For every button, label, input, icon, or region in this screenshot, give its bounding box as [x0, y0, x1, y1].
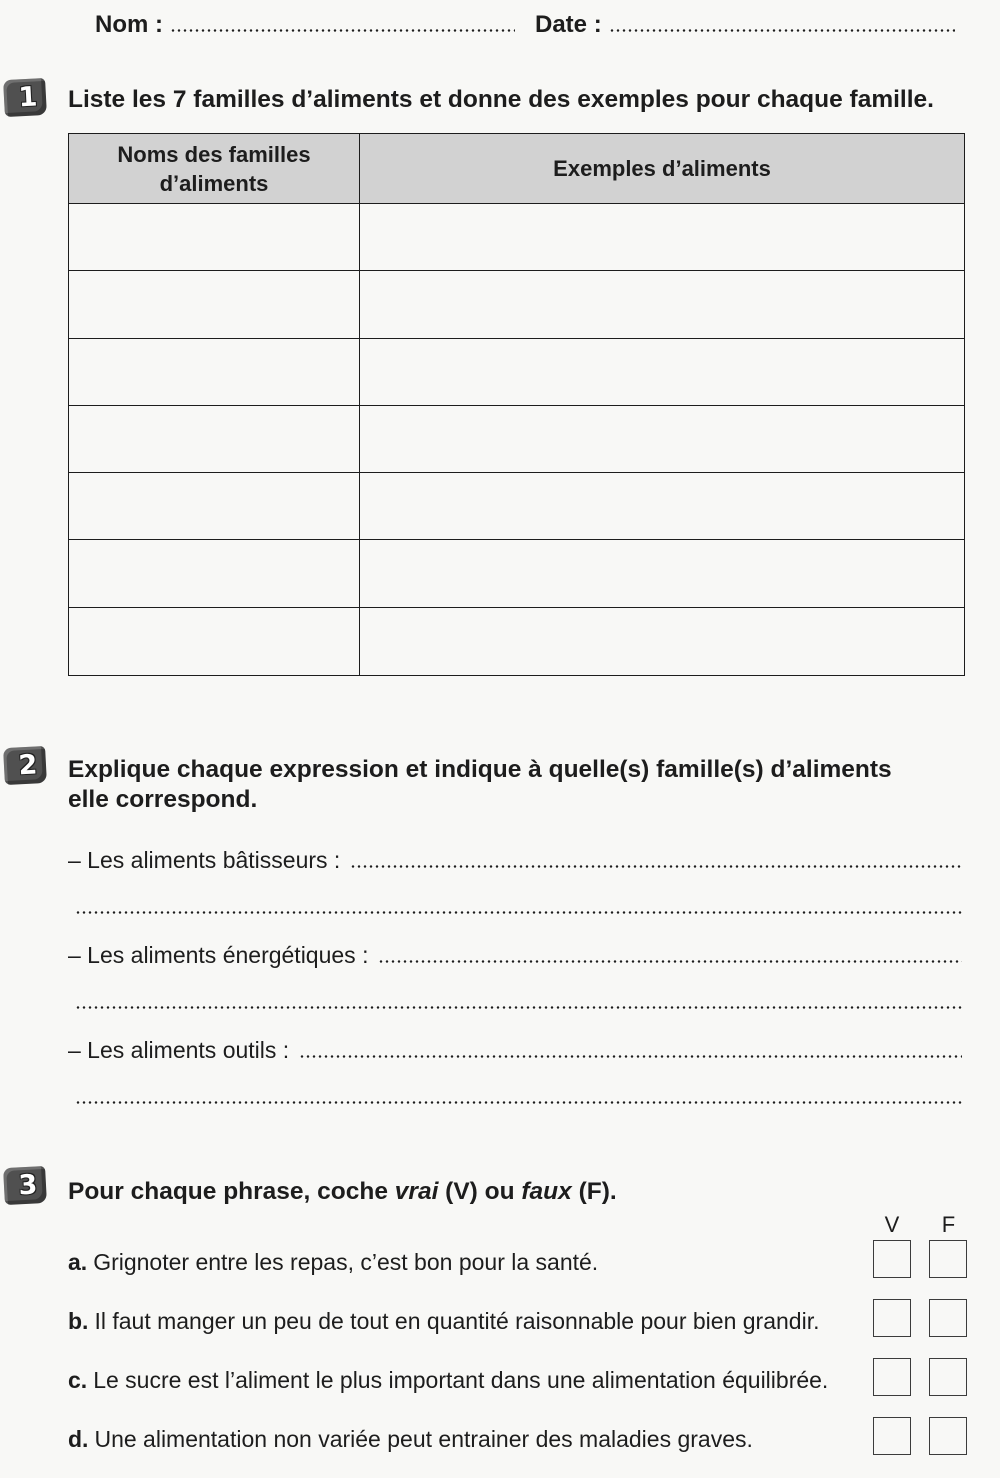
- family-name-cell[interactable]: [69, 406, 360, 473]
- statement-b: [68, 1307, 819, 1335]
- food-examples-cell[interactable]: [360, 540, 964, 607]
- false-checkbox[interactable]: [929, 1358, 967, 1396]
- true-column-header: V: [884, 1212, 900, 1237]
- energy-foods-item: [68, 941, 962, 969]
- answer-line[interactable]: [75, 1006, 962, 1009]
- food-examples-cell[interactable]: [360, 204, 964, 271]
- family-name-cell[interactable]: [69, 339, 360, 406]
- statement-text: Le sucre est l’aliment le plus important dans une alimentation équilibrée.: [93, 1367, 829, 1393]
- statement-a: [68, 1248, 598, 1276]
- tool-foods-item: [68, 1036, 962, 1064]
- answer-line[interactable]: [75, 911, 962, 914]
- name-field[interactable]: [170, 29, 515, 32]
- false-checkbox[interactable]: [929, 1417, 967, 1455]
- date-label: Date :: [535, 11, 602, 38]
- family-name-cell[interactable]: [69, 608, 360, 675]
- date-field[interactable]: [609, 29, 955, 32]
- food-examples-cell[interactable]: [360, 406, 964, 473]
- item-label: – Les aliments énergétiques :: [68, 942, 369, 968]
- exercise-3-instruction: [68, 1177, 617, 1207]
- exercise-2-instruction: [68, 755, 892, 815]
- answer-line[interactable]: [378, 960, 962, 963]
- true-checkbox[interactable]: [873, 1299, 911, 1337]
- column-header-line: d’aliments: [159, 170, 269, 196]
- true-checkbox[interactable]: [873, 1417, 911, 1455]
- false-column-header: F: [941, 1212, 956, 1237]
- statement-letter: a.: [68, 1249, 88, 1275]
- column-header-line: Exemples d’aliments: [553, 156, 771, 181]
- statement-c: [68, 1366, 828, 1394]
- food-examples-cell[interactable]: [360, 271, 964, 338]
- date-row: [535, 10, 955, 40]
- item-label: – Les aliments bâtisseurs :: [68, 847, 341, 873]
- builder-foods-item: [68, 846, 962, 874]
- food-examples-cell[interactable]: [360, 339, 964, 406]
- true-checkbox[interactable]: [873, 1358, 911, 1396]
- exercise-number: 3: [17, 1169, 39, 1202]
- family-name-cell[interactable]: [69, 271, 360, 338]
- family-name-cell[interactable]: [69, 473, 360, 540]
- name-label: Nom :: [95, 11, 163, 38]
- food-examples-cell[interactable]: [360, 473, 964, 540]
- instruction-line: elle correspond.: [68, 786, 258, 813]
- false-checkbox[interactable]: [929, 1240, 967, 1278]
- statement-letter: d.: [68, 1426, 89, 1452]
- exercise-3-badge: [3, 1166, 47, 1205]
- name-row: [95, 10, 515, 40]
- exercise-number: 1: [17, 81, 39, 114]
- instruction-text: Pour chaque phrase, coche: [68, 1178, 395, 1205]
- exercise-1-badge: [3, 78, 47, 117]
- answer-line[interactable]: [75, 1101, 962, 1104]
- item-label: – Les aliments outils :: [68, 1037, 290, 1063]
- statement-text: Grignoter entre les repas, c’est bon pour la santé.: [93, 1249, 599, 1275]
- exercise-number: 2: [17, 749, 39, 782]
- instruction-text: (V) ou: [438, 1178, 522, 1205]
- family-name-cell[interactable]: [69, 540, 360, 607]
- food-examples-cell[interactable]: [360, 608, 964, 675]
- answer-line[interactable]: [299, 1055, 962, 1058]
- exercise-1-instruction: Liste les 7 familles d’aliments et donne des exemples pour chaque famille.: [68, 86, 934, 113]
- exercise-2-badge: [3, 746, 47, 785]
- false-word: faux: [521, 1178, 572, 1205]
- food-families-table: [68, 133, 965, 676]
- column-header-examples: [360, 134, 964, 204]
- true-word: vrai: [394, 1178, 439, 1205]
- false-checkbox[interactable]: [929, 1299, 967, 1337]
- family-name-cell[interactable]: [69, 204, 360, 271]
- statement-letter: c.: [68, 1367, 88, 1393]
- instruction-line: Explique chaque expression et indique à quelle(s) famille(s) d’aliments: [68, 756, 892, 783]
- statement-text: Il faut manger un peu de tout en quantité raisonnable pour bien grandir.: [94, 1308, 820, 1334]
- true-checkbox[interactable]: [873, 1240, 911, 1278]
- column-header-line: Noms des familles: [117, 141, 311, 167]
- answer-line[interactable]: [350, 865, 962, 868]
- instruction-text: (F).: [571, 1178, 617, 1205]
- column-header-families: [69, 134, 360, 204]
- statement-letter: b.: [68, 1308, 89, 1334]
- statement-d: [68, 1425, 753, 1453]
- statement-text: Une alimentation non variée peut entrainer des maladies graves.: [94, 1426, 753, 1452]
